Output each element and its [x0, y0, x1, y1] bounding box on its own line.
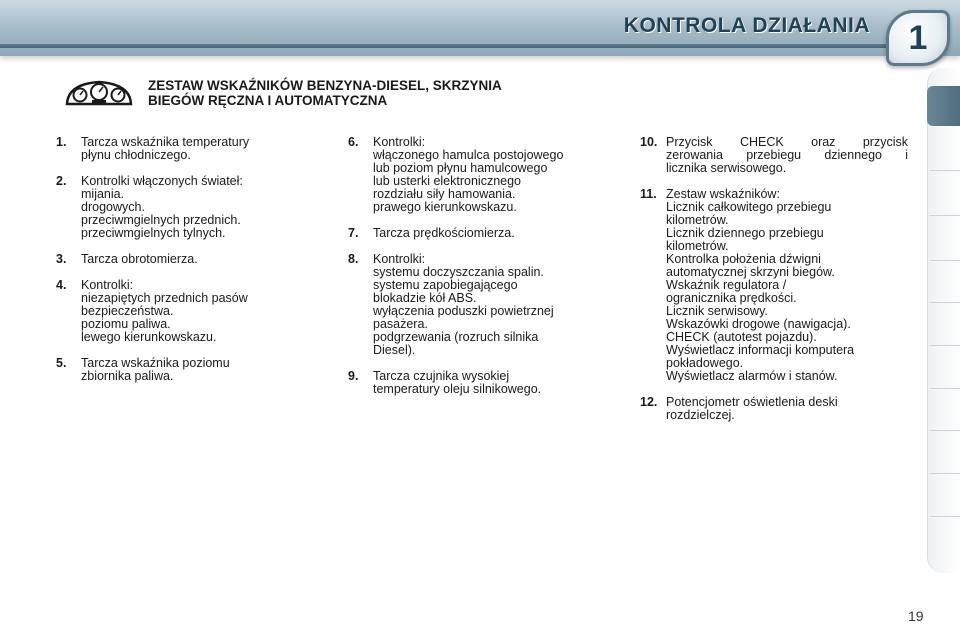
- chapter-tab-strip: [927, 68, 960, 573]
- tab-divider: [930, 302, 960, 303]
- item-text: prawego kierunkowskazu.: [373, 200, 517, 214]
- column-2: [348, 136, 618, 409]
- legend-item: [56, 357, 296, 383]
- item-text: ogranicznika prędkości.: [666, 291, 797, 305]
- item-number: 10.: [640, 135, 658, 149]
- item-text: blokadzie kół ABS.: [373, 291, 477, 305]
- legend-item: [348, 253, 618, 357]
- item-text: systemu zapobiegającego: [373, 278, 518, 292]
- item-number: 1.: [56, 135, 67, 149]
- header-band: [0, 0, 960, 56]
- item-number: 6.: [348, 135, 359, 149]
- item-text: płynu chłodniczego.: [81, 148, 191, 162]
- legend-item: [348, 136, 618, 214]
- legend-item: [56, 253, 296, 266]
- instrument-cluster-icon: [64, 78, 134, 108]
- item-text: poziomu paliwa.: [81, 317, 171, 331]
- tab-divider: [930, 388, 960, 389]
- item-text: Wskaźnik regulatora /: [666, 278, 787, 292]
- tab-divider: [930, 430, 960, 431]
- column-3: [640, 136, 908, 435]
- tab-divider: [930, 345, 960, 346]
- item-number: 12.: [640, 395, 658, 409]
- item-text: automatycznej skrzyni biegów.: [666, 265, 835, 279]
- item-text: Licznik dziennego przebiegu: [666, 226, 824, 240]
- item-number: 4.: [56, 278, 67, 292]
- item-text: Wskazówki drogowe (nawigacja).: [666, 317, 851, 331]
- item-text: lub usterki elektronicznego: [373, 174, 521, 188]
- section-heading: [148, 78, 628, 108]
- item-text: drogowych.: [81, 200, 145, 214]
- item-text: przeciwmgielnych przednich.: [81, 213, 241, 227]
- item-text: Zestaw wskaźników:: [666, 187, 780, 201]
- item-text: Tarcza wskaźnika temperatury: [81, 135, 250, 149]
- item-text: Tarcza czujnika wysokiej: [373, 369, 510, 383]
- item-text: bezpieczeństwa.: [81, 304, 174, 318]
- tab-divider: [930, 170, 960, 171]
- item-number: 11.: [640, 187, 657, 201]
- item-text: Kontrolki:: [373, 135, 426, 149]
- item-text: temperatury oleju silnikowego.: [373, 382, 542, 396]
- item-text: licznika serwisowego.: [666, 161, 787, 175]
- item-text: Potencjometr oświetlenia deski: [666, 395, 838, 409]
- item-text: Przycisk CHECK oraz przycisk: [666, 135, 908, 149]
- legend-item: [640, 136, 908, 175]
- item-text: pasażera.: [373, 317, 428, 331]
- item-text: Tarcza obrotomierza.: [81, 252, 198, 266]
- legend-item: [56, 175, 296, 240]
- item-text: Kontrolka położenia dźwigni: [666, 252, 821, 266]
- item-text: Wyświetlacz alarmów i stanów.: [666, 369, 838, 383]
- item-text: kilometrów.: [666, 213, 729, 227]
- item-text: rozdziału siły hamowania.: [373, 187, 516, 201]
- item-text: pokładowego.: [666, 356, 744, 370]
- item-text: Licznik serwisowy.: [666, 304, 768, 318]
- item-text: włączonego hamulca postojowego: [373, 148, 564, 162]
- legend-item: [348, 227, 618, 240]
- item-text: rozdzielczej.: [666, 408, 735, 422]
- tab-divider: [930, 473, 960, 474]
- tab-divider: [930, 516, 960, 517]
- item-number: 7.: [348, 226, 359, 240]
- item-text: Kontrolki włączonych świateł:: [81, 174, 243, 188]
- item-text: Tarcza prędkościomierza.: [373, 226, 515, 240]
- item-text: kilometrów.: [666, 239, 729, 253]
- item-number: 2.: [56, 174, 67, 188]
- tab-divider: [930, 260, 960, 261]
- page-number: 19: [908, 608, 924, 624]
- item-text: CHECK (autotest pojazdu).: [666, 330, 817, 344]
- item-number: 5.: [56, 356, 67, 370]
- legend-item: [640, 396, 908, 422]
- legend-item: [348, 370, 618, 396]
- item-text: Kontrolki:: [373, 252, 426, 266]
- item-number: 3.: [56, 252, 67, 266]
- item-text: Wyświetlacz informacji komputera: [666, 343, 855, 357]
- legend-item: [56, 136, 296, 162]
- item-text: lewego kierunkowskazu.: [81, 330, 217, 344]
- item-text: systemu doczyszczania spalin.: [373, 265, 544, 279]
- column-1: [56, 136, 296, 396]
- chapter-tab-active[interactable]: [927, 86, 960, 126]
- item-text: wyłączenia poduszki powietrznej: [373, 304, 554, 318]
- item-text: Tarcza wskaźnika poziomu: [81, 356, 230, 370]
- legend-item: [56, 279, 296, 344]
- item-number: 9.: [348, 369, 359, 383]
- item-text: przeciwmgielnych tylnych.: [81, 226, 226, 240]
- page-title: KONTROLA DZIAŁANIA: [623, 14, 870, 37]
- item-number: 8.: [348, 252, 359, 266]
- item-text: lub poziom płynu hamulcowego: [373, 161, 548, 175]
- item-text: Licznik całkowitego przebiegu: [666, 200, 832, 214]
- item-text: niezapiętych przednich pasów: [81, 291, 248, 305]
- section-heading-line-1: ZESTAW WSKAŹNIKÓW BENZYNA-DIESEL, SKRZYNIA: [148, 78, 502, 93]
- tab-divider: [930, 215, 960, 216]
- item-text: podgrzewania (rozruch silnika: [373, 330, 539, 344]
- chapter-badge: 1: [886, 10, 950, 66]
- item-text: zbiornika paliwa.: [81, 369, 174, 383]
- header-rule: [0, 44, 940, 48]
- item-text: mijania.: [81, 187, 125, 201]
- item-text: Kontrolki:: [81, 278, 134, 292]
- legend-item: [640, 188, 908, 383]
- item-text: Diesel).: [373, 343, 416, 357]
- item-text: zerowania przebiegu dziennego i: [666, 148, 908, 162]
- section-heading-line-2: BIEGÓW RĘCZNA I AUTOMATYCZNA: [148, 93, 388, 108]
